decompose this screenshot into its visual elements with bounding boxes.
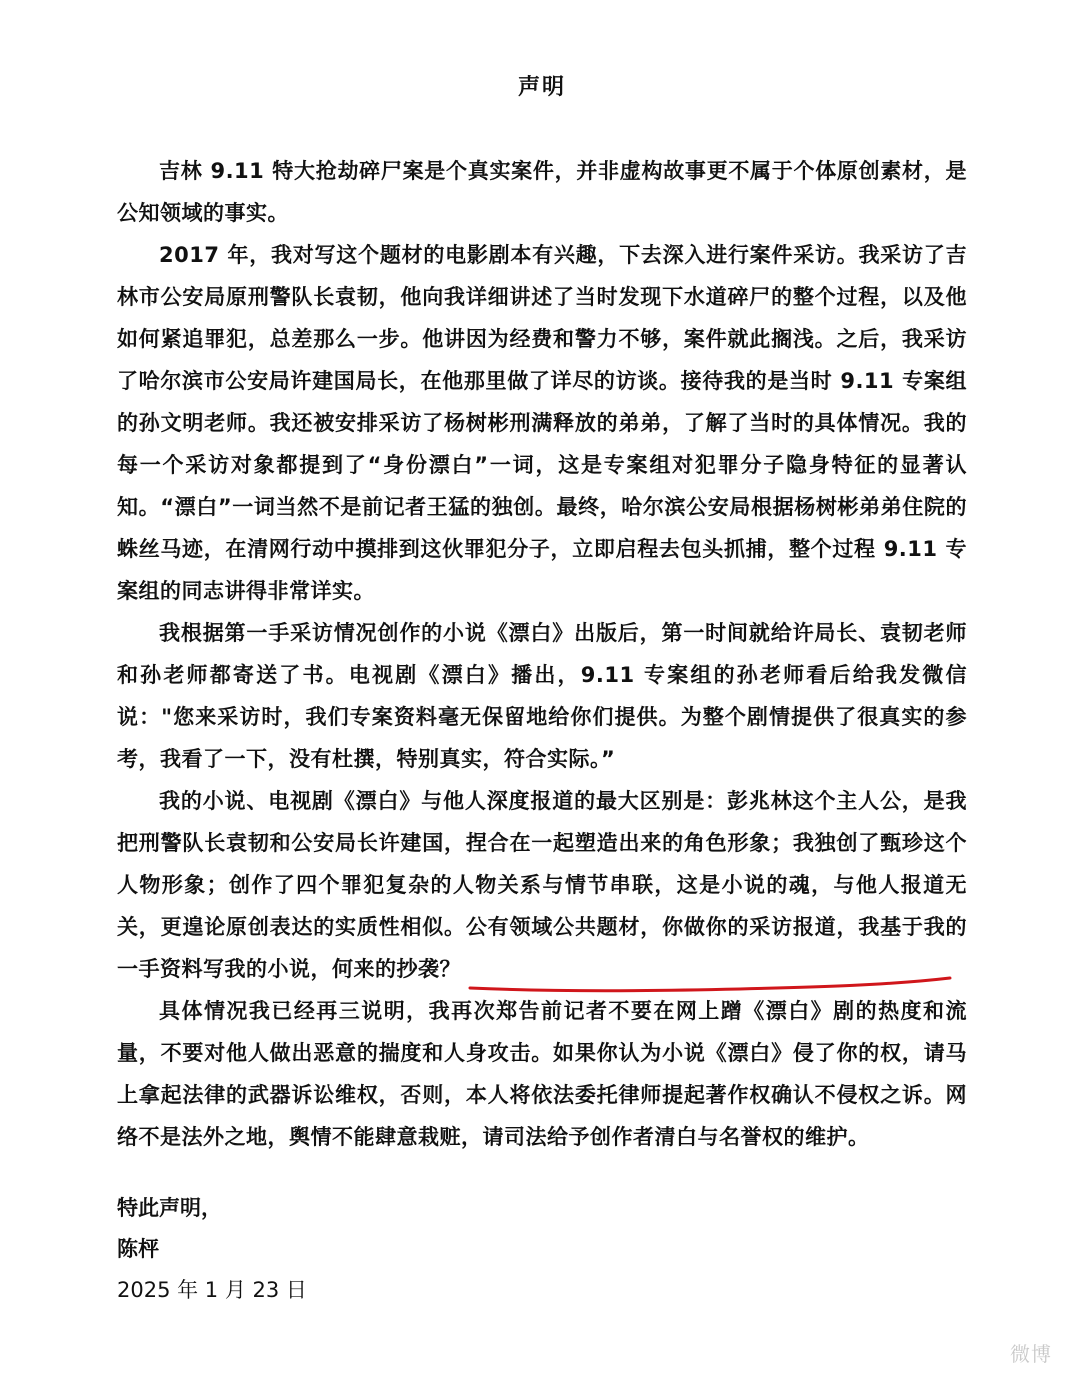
signature: 陈枰 [117,1237,159,1261]
document-title: 声明 [517,75,566,100]
paragraph-5: 具体情况我已经再三说明，我再次郑告前记者不要在网上蹭《漂白》剧的热度和流量，不要对他人做出恶意的揣度和人身攻击。如果你认为小说《漂白》侵了你的权，请马上拿起法律的武器诉讼维权，否则，本人将依法委托律师提起著作权确认不侵权之诉。网络不是法外之地，舆情不能肆意栽赃，请司法给予创作者清白与名誉权的维护。 [117,999,967,1149]
paragraph-2: 2017 年，我对写这个题材的电影剧本有兴趣，下去深入进行案件采访。我采访了吉林市公安局原刑警队长袁韧，他向我详细讲述了当时发现下水道碎尸的整个过程，以及他如何紧追罪犯，总差那么一步。他讲因为经费和警力不够，案件就此搁浅。之后，我采访了哈尔滨市公安局许建国局长，在他那里做了详尽的访谈。接待我的是当时 9.11 专案组的孙文明老师。我还被安排采访了杨树彬刑满释放的弟弟，了解了当时的具体情况。我的每一个采访对象都提到了“身份漂白”一词，这是专案组对犯罪分子隐身特征的显著认知。“漂白”一词当然不是前记者王猛的独创。最终，哈尔滨公安局根据杨树彬弟弟住院的蛛丝马迹，在清网行动中摸排到这伙罪犯分子，立即启程去包头抓捕，整个过程 9.11 专案组的同志讲得非常详实。 [117,243,967,603]
watermark-logo: 微博 [1010,1342,1052,1366]
closing-statement: 特此声明， [117,1196,222,1220]
statement-document [117,68,967,1158]
paragraph-1: 吉林 9.11 特大抢劫碎尸案是个真实案件，并非虚构故事更不属于个体原创素材，是公知领域的事实。 [117,159,967,225]
paragraph-3: 我根据第一手采访情况创作的小说《漂白》出版后，第一时间就给许局长、袁韧老师和孙老师都寄送了书。电视剧《漂白》播出，9.11 专案组的孙老师看后给我发微信说："您来采访时，我们专案资料毫无保留地给你们提供。为整个剧情提供了很真实的参考，我看了一下，没有杜撰，特别真实，符合实际。” [117,621,967,771]
date: 2025 年 1 月 23 日 [117,1278,307,1302]
paragraph-4: 我的小说、电视剧《漂白》与他人深度报道的最大区别是：彭兆林这个主人公，是我把刑警队长袁韧和公安局长许建国，捏合在一起塑造出来的角色形象；我独创了甄珍这个人物形象；创作了四个罪犯复杂的人物关系与情节串联，这是小说的魂，与他人报道无关，更遑论原创表达的实质性相似。公有领域公共题材，你做你的采访报道，我基于我的一手资料写我的小说，何来的抄袭？ [117,789,967,981]
closing-block [117,1188,307,1311]
